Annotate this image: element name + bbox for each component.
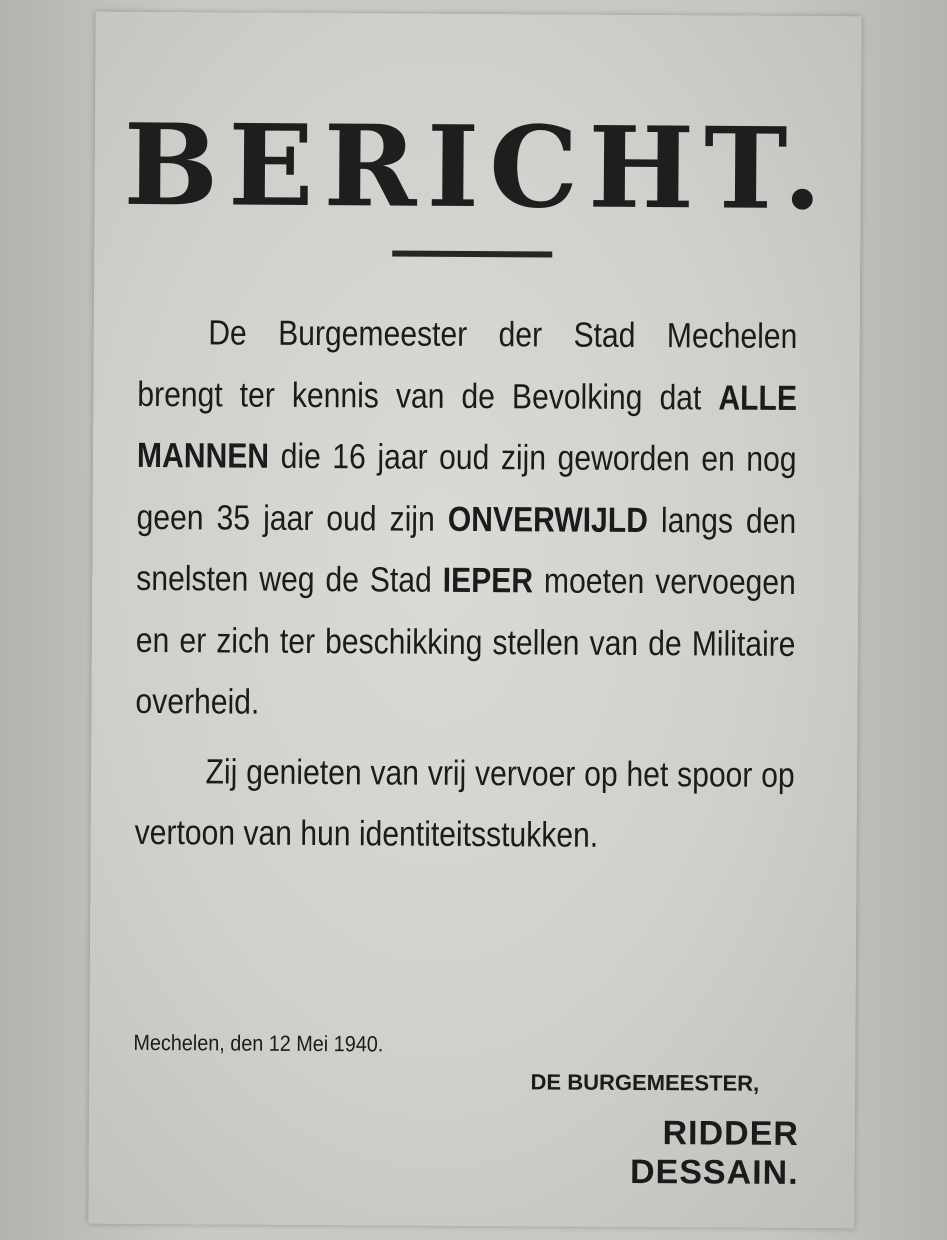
signature-block xyxy=(509,1069,800,1193)
paragraph1-emphasis-men: ALLE MANNEN xyxy=(136,377,798,476)
paragraph1-emphasis-ieper: IEPER xyxy=(442,560,534,601)
poster xyxy=(88,12,861,1229)
poster-body xyxy=(135,302,798,868)
announcement-paragraph xyxy=(135,302,797,737)
place-date: Mechelen, den 12 Mei 1940. xyxy=(133,1029,384,1057)
poster-title: BERICHT. xyxy=(123,99,833,236)
paragraph1-part-a: De Burgemeester der Stad Mechelen brengt ter kennis van de Bevolking dat xyxy=(137,313,798,417)
paragraph1-part-e: langs den snelsten weg de Stad xyxy=(136,500,797,600)
paragraph1-part-g: moeten vervoegen en er zich ter beschikking stellen van de Militaire overheid. xyxy=(135,561,796,722)
transport-paragraph: Zij genieten van vrij vervoer op het spoor op vertoon van hun identiteitsstukken. xyxy=(134,751,795,855)
signature-role: DE BURGEMEESTER, xyxy=(530,1069,760,1096)
paragraph1-emphasis-immediately: ONVERWIJLD xyxy=(447,499,649,540)
title-divider xyxy=(392,250,552,257)
paragraph1-part-c: die 16 jaar oud zijn geworden en nog geen 35 jaar oud zijn xyxy=(136,436,797,539)
signature-name: RIDDER DESSAIN. xyxy=(629,1114,799,1192)
